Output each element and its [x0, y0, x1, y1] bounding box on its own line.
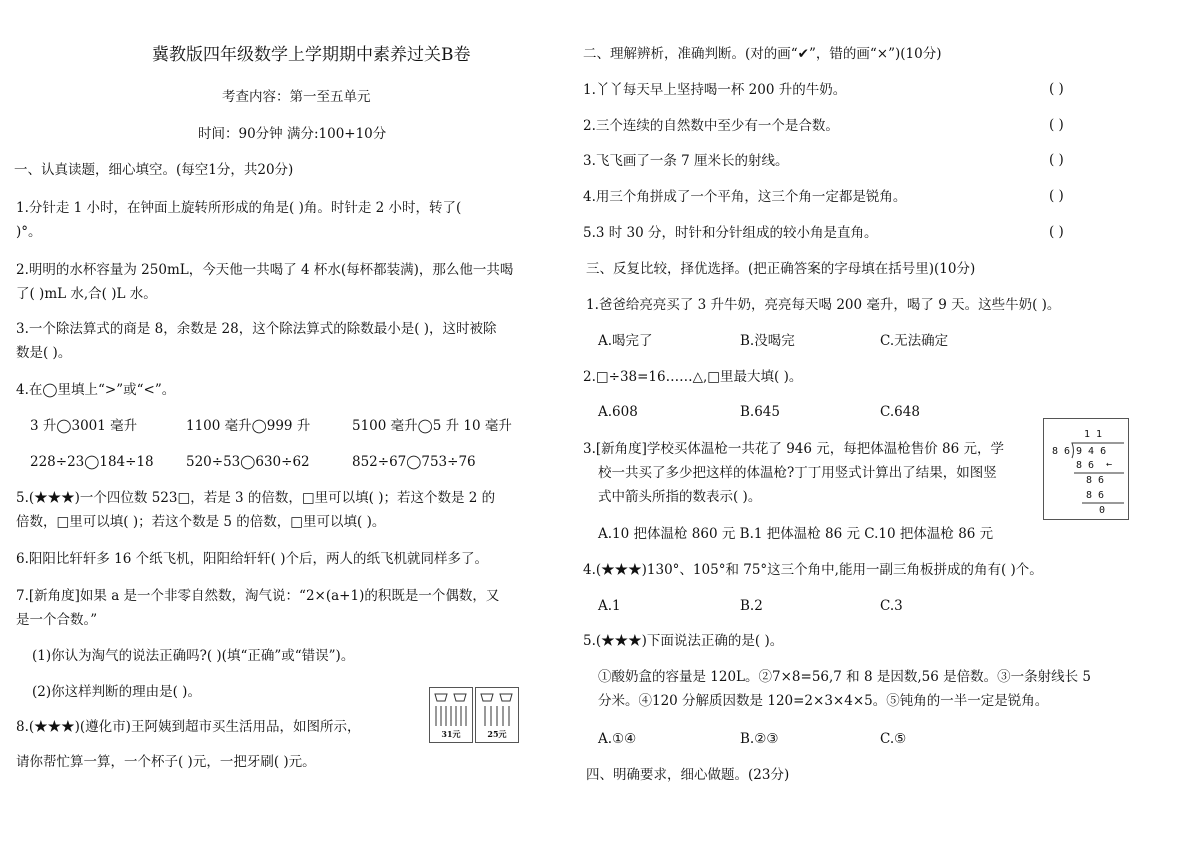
mc-q3-options: A.10 把体温枪 860 元 B.1 把体温枪 86 元 C.10 把体温枪 86 元 — [598, 526, 994, 542]
cup-toothbrush-set-image — [429, 687, 473, 743]
q2-line1: 2.明明的水杯容量为 250mL，今天他一共喝了 4 杯水(每杯都装满)，那么他一共喝 — [16, 262, 514, 278]
page-title: 冀教版四年级数学上学期期中素养过关B卷 — [152, 45, 471, 65]
division-bracket-icon — [1044, 419, 1128, 519]
q4-compare: 228÷23◯184÷18 — [30, 454, 154, 470]
price-label: 25元 — [487, 729, 507, 739]
exam-scope: 考查内容：第一至五单元 — [222, 89, 371, 105]
dividend: 9 4 6 — [1076, 446, 1107, 457]
product-line: 8 6 — [1076, 460, 1095, 471]
section-2-heading: 二、理解辨析，准确判断。(对的画“✔”，错的画“×”)(10分) — [583, 46, 942, 62]
judge-item: 5.3 时 30 分，时针和分针组成的较小角是直角。 — [583, 225, 878, 241]
q8-line2: 请你帮忙算一算，一个杯子( )元，一把牙刷( )元。 — [16, 754, 316, 770]
price-label: 31元 — [441, 729, 461, 739]
judge-item: 2.三个连续的自然数中至少有一个是合数。 — [583, 118, 839, 134]
long-division-figure — [1043, 418, 1129, 520]
judge-item: 3.飞飞画了一条 7 厘米长的射线。 — [583, 153, 789, 169]
answer-blank[interactable]: ( ) — [1049, 117, 1064, 133]
answer-blank[interactable]: ( ) — [1049, 152, 1064, 168]
remainder-line: 8 6 — [1086, 475, 1105, 486]
mc-option: C.3 — [880, 598, 903, 614]
arrow-icon: ← — [1106, 459, 1113, 470]
mc-q5: 5.(★★★)下面说法正确的是( )。 — [583, 633, 784, 649]
q7-line1: 7.[新角度]如果 a 是一个非零自然数，淘气说：“2×(a+1)的积既是一个偶数，又 — [16, 588, 500, 604]
cups-and-brushes-icon — [430, 688, 472, 730]
quotient: 1 1 — [1084, 429, 1103, 440]
q4-compare: 5100 毫升◯5 升 10 毫升 — [352, 418, 512, 434]
judge-item: 1.丫丫每天早上坚持喝一杯 200 升的牛奶。 — [583, 82, 847, 98]
q5-line1: 5.(★★★)一个四位数 523□，若是 3 的倍数，□里可以填( )；若这个数是 2 的 — [16, 490, 496, 506]
mc-q4: 4.(★★★)130°、105°和 75°这三个角中,能用一副三角板拼成的角有( )个。 — [583, 562, 1043, 578]
final-remainder: 0 — [1099, 505, 1106, 516]
mc-option: A.①④ — [598, 731, 637, 747]
q4-instruction: 4.在◯里填上“>”或“<”。 — [16, 382, 176, 398]
exam-time: 时间：90分钟 满分:100+10分 — [198, 126, 387, 142]
judge-item: 4.用三个角拼成了一个平角，这三个角一定都是锐角。 — [583, 189, 907, 205]
mc-option: A.喝完了 — [598, 333, 653, 349]
mc-q3-line1: 3.[新角度]学校买体温枪一共花了 946 元，每把体温枪售价 86 元，学 — [583, 441, 1005, 457]
answer-blank[interactable]: ( ) — [1049, 188, 1064, 204]
q7-sub2: (2)你这样判断的理由是( )。 — [32, 684, 201, 700]
q1-line2: )°。 — [16, 224, 42, 240]
mc-q3-line2: 校一共买了多少把这样的体温枪?丁丁用竖式计算出了结果，如图竖 — [598, 465, 997, 481]
q4-compare: 852÷67◯753÷76 — [352, 454, 476, 470]
product-line: 8 6 — [1086, 490, 1105, 501]
mc-option: B.②③ — [740, 731, 779, 747]
section-1-heading: 一、认真读题，细心填空。(每空1分，共20分) — [14, 162, 294, 178]
mc-q2: 2.□÷38=16……△,□里最大填( )。 — [583, 369, 803, 385]
answer-blank[interactable]: ( ) — [1049, 81, 1064, 97]
mc-option: C.无法确定 — [880, 333, 949, 349]
q6: 6.阳阳比轩轩多 16 个纸飞机，阳阳给轩轩( )个后，两人的纸飞机就同样多了。 — [16, 551, 488, 567]
mc-q1: 1.爸爸给亮亮买了 3 升牛奶，亮亮每天喝 200 毫升，喝了 9 天。这些牛奶( )。 — [586, 297, 1061, 313]
divisor: 8 6 — [1052, 446, 1071, 457]
q7-sub1: (1)你认为淘气的说法正确吗?( )(填“正确”或“错误”)。 — [32, 648, 355, 664]
mc-option: A.1 — [598, 598, 621, 614]
mc-option: C.648 — [880, 404, 920, 420]
section-3-heading: 三、反复比较，择优选择。(把正确答案的字母填在括号里)(10分) — [586, 261, 976, 277]
q4-compare: 1100 毫升◯999 升 — [186, 418, 311, 434]
q1-line1: 1.分针走 1 小时，在钟面上旋转所形成的角是( )角。时针走 2 小时，转了( — [16, 200, 462, 216]
mc-option: C.⑤ — [880, 731, 907, 747]
cups-and-brushes-icon — [476, 688, 518, 730]
cup-toothbrush-set-image — [475, 687, 519, 743]
mc-option: B.没喝完 — [740, 333, 795, 349]
q3-line2: 数是( )。 — [16, 345, 72, 361]
mc-option: B.645 — [740, 404, 780, 420]
q3-line1: 3.一个除法算式的商是 8，余数是 28，这个除法算式的除数最小是( )，这时被除 — [16, 321, 497, 337]
q7-line2: 是一个合数。” — [16, 612, 98, 628]
q8-line1: 8.(★★★)(遵化市)王阿姨到超市买生活用品，如图所示， — [16, 719, 361, 735]
q2-line2: 了( )mL 水,合( )L 水。 — [16, 286, 157, 302]
answer-blank[interactable]: ( ) — [1049, 224, 1064, 240]
q4-compare: 3 升◯3001 毫升 — [30, 418, 138, 434]
mc-option: A.608 — [598, 404, 638, 420]
q4-compare: 520÷53◯630÷62 — [186, 454, 310, 470]
mc-q5-statements-2: 分米。④120 分解质因数是 120=2×3×4×5。⑤钝角的一半一定是锐角。 — [598, 693, 1049, 709]
mc-q3-line3: 式中箭头所指的数表示( )。 — [598, 489, 762, 505]
mc-option: B.2 — [740, 598, 763, 614]
mc-q5-statements-1: ①酸奶盒的容量是 120L。②7×8=56,7 和 8 是因数,56 是倍数。③一条射线长 5 — [598, 669, 1091, 685]
q5-line2: 倍数，□里可以填( )；若这个数是 5 的倍数，□里可以填( )。 — [16, 514, 386, 530]
section-4-heading: 四、明确要求，细心做题。(23分) — [586, 767, 790, 783]
